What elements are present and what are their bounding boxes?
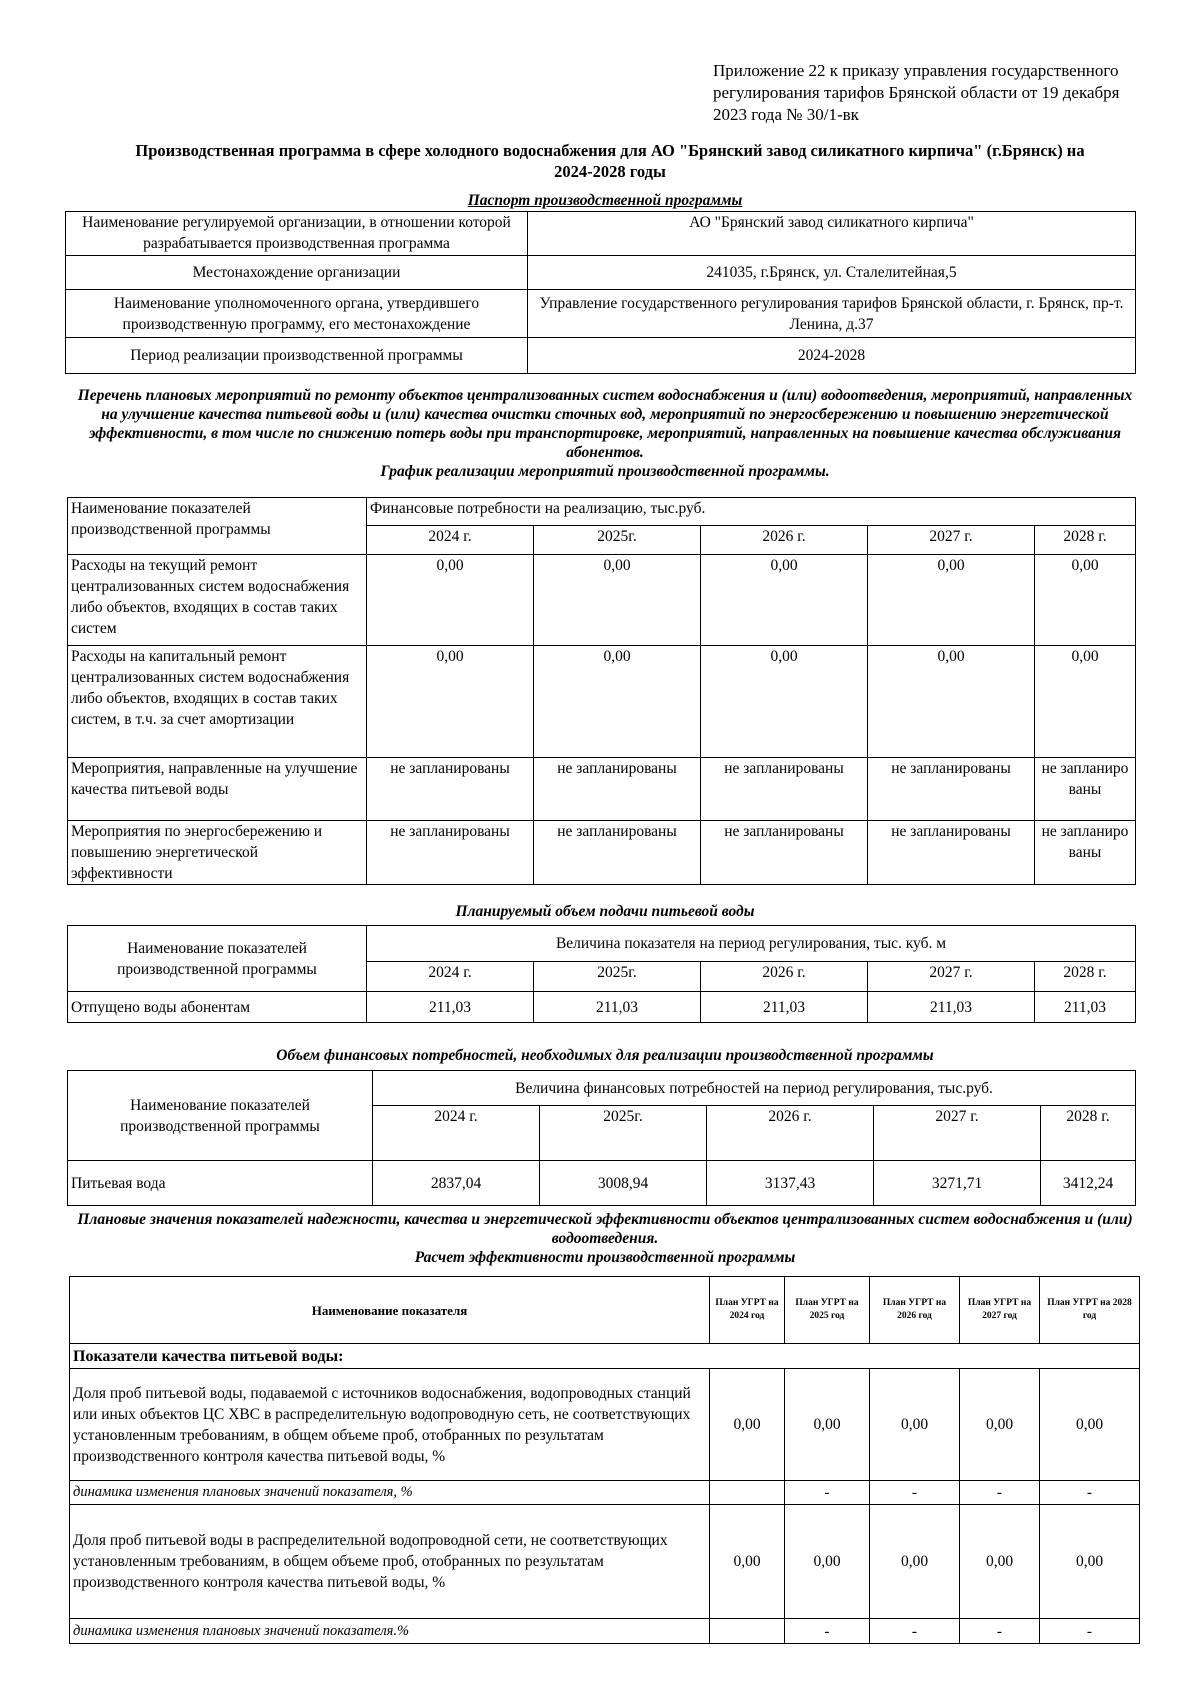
row-name: Расходы на текущий ремонт централизованных систем водоснабжения либо объектов, входящих в состав таких систем <box>68 555 367 646</box>
year-header: 2024 г. <box>367 526 534 555</box>
passport-row <box>66 290 1136 338</box>
plan-year-header: План УГРТ на 2028 год <box>1040 1277 1140 1344</box>
document-title <box>80 140 1140 182</box>
cell-value: 0,00 <box>868 646 1035 758</box>
year-header: 2027 г. <box>874 1106 1041 1161</box>
cell-value: 0,00 <box>701 555 868 646</box>
indicators-group-row <box>70 1344 1140 1369</box>
cell-value: не запланированы <box>534 821 701 885</box>
passport-row <box>66 256 1136 290</box>
table-row <box>68 758 1136 821</box>
measures-col-group: Финансовые потребности на реализацию, тыс.руб. <box>367 498 1136 526</box>
document-title-line: Производственная программа в сфере холодного водоснабжения для АО "Брянский завод силикатного кирпича" (г.Брянск) на <box>135 141 1085 160</box>
passport-row <box>66 338 1136 374</box>
year-header: 2025г. <box>540 1106 707 1161</box>
cell-value: не запланированы <box>701 758 868 821</box>
table-row <box>68 555 1136 646</box>
table-row <box>70 1481 1140 1505</box>
plan-year-header: План УГРТ на 2024 год <box>710 1277 785 1344</box>
finance-table <box>67 1070 1136 1206</box>
passport-label: Местонахождение организации <box>66 256 528 290</box>
cell-value: 3412,24 <box>1041 1161 1136 1206</box>
year-header: 2024 г. <box>373 1106 540 1161</box>
volume-col-group: Величина показателя на период регулирования, тыс. куб. м <box>367 926 1136 962</box>
cell-value: 0,00 <box>870 1369 960 1481</box>
appendix-line: 2023 года № 30/1-вк <box>713 105 859 124</box>
cell-value: - <box>785 1619 870 1644</box>
row-name: Мероприятия, направленные на улучшение качества питьевой воды <box>68 758 367 821</box>
row-name: Доля проб питьевой воды, подаваемой с источников водоснабжения, водопроводных станций или иных объектов ЦС ХВС в распределительную водопроводную сеть, не соответствующих установленным требованиям, в общем объеме проб, отобранных по результатам производственного контроля качества питьевой воды, % <box>70 1369 710 1481</box>
appendix-note <box>713 60 1153 126</box>
document-title-line: 2024-2028 годы <box>554 162 666 181</box>
year-header: 2028 г. <box>1035 962 1136 992</box>
cell-value: 0,00 <box>785 1505 870 1619</box>
passport-heading-text: Паспорт производственной программы <box>467 192 743 209</box>
passport-label: Период реализации производственной программы <box>66 338 528 374</box>
cell-value: 3271,71 <box>874 1161 1041 1206</box>
row-name: Доля проб питьевой воды в распределительной водопроводной сети, не соответствующих установленным требованиям, в общем объеме проб, отобранных по результатам производственного контроля качества питьевой воды, % <box>70 1505 710 1619</box>
cell-value: 3137,43 <box>707 1161 874 1206</box>
finance-heading-text: Объем финансовых потребностей, необходимых для реализации производственной программы <box>276 1047 934 1064</box>
cell-value: 2837,04 <box>373 1161 540 1206</box>
volume-heading-text: Планируемый объем подачи питьевой воды <box>455 903 755 920</box>
cell-value: не запланированы <box>534 758 701 821</box>
cell-value: 0,00 <box>1040 1369 1140 1481</box>
cell-value: - <box>960 1481 1040 1505</box>
volume-header-row <box>68 926 1136 962</box>
passport-heading <box>70 191 1140 210</box>
appendix-line: регулирования тарифов Брянской области от 19 декабря <box>713 83 1120 102</box>
cell-value: 0,00 <box>534 646 701 758</box>
volume-heading <box>70 902 1140 921</box>
cell-value: не запланированы <box>367 758 534 821</box>
indicators-header-row <box>70 1277 1140 1344</box>
row-name: Мероприятия по энергосбережению и повышению энергетической эффективности <box>68 821 367 885</box>
year-header: 2026 г. <box>701 962 868 992</box>
cell-value: не запланированы <box>1035 758 1136 821</box>
cell-value: 211,03 <box>701 992 868 1023</box>
cell-value: 0,00 <box>534 555 701 646</box>
volume-table <box>67 925 1136 1023</box>
row-name: Отпущено воды абонентам <box>68 992 367 1023</box>
cell-value: 0,00 <box>1035 555 1136 646</box>
measures-heading-text: Перечень плановых мероприятий по ремонту объектов централизованных систем водоснабжения и (или) водоотведения, мероприятий, направленных на улучшение качества питьевой воды и (или) качества очистки сточных вод, мероприятий по энергосбережению и повышению энергетической эффективности, в том числе по снижению потерь воды при транспортировке, мероприятий, направленных на повышение качества обслуживания абонентов. <box>77 387 1133 461</box>
cell-value: 211,03 <box>534 992 701 1023</box>
cell-value: 0,00 <box>367 555 534 646</box>
measures-table <box>67 497 1136 885</box>
table-row <box>70 1369 1140 1481</box>
plan-year-header: План УГРТ на 2027 год <box>960 1277 1040 1344</box>
cell-value: 0,00 <box>870 1505 960 1619</box>
indicators-table <box>69 1276 1140 1644</box>
table-row <box>70 1505 1140 1619</box>
table-row <box>68 646 1136 758</box>
cell-value: 0,00 <box>960 1369 1040 1481</box>
cell-value: 0,00 <box>868 555 1035 646</box>
finance-col-name: Наименование показателей производственной программы <box>68 1071 373 1161</box>
year-header: 2028 г. <box>1035 526 1136 555</box>
year-header: 2028 г. <box>1041 1106 1136 1161</box>
cell-value: не запланированы <box>1035 821 1136 885</box>
cell-value: не запланированы <box>868 758 1035 821</box>
cell-value: 211,03 <box>367 992 534 1023</box>
passport-value: 2024-2028 <box>528 338 1136 374</box>
row-name: динамика изменения плановых значений показателя.% <box>70 1619 710 1644</box>
cell-value: - <box>1040 1481 1140 1505</box>
table-row <box>68 1161 1136 1206</box>
cell-value: - <box>1040 1619 1140 1644</box>
passport-row <box>66 212 1136 256</box>
passport-value: Управление государственного регулирования тарифов Брянской области, г. Брянск, пр-т. Ленина, д.37 <box>528 290 1136 338</box>
cell-value: не запланированы <box>868 821 1035 885</box>
cell-value: 0,00 <box>1040 1505 1140 1619</box>
finance-heading <box>70 1046 1140 1065</box>
measures-header-row <box>68 498 1136 526</box>
measures-col-name: Наименование показателей производственной программы <box>68 498 367 555</box>
cell-value: 211,03 <box>1035 992 1136 1023</box>
passport-label: Наименование регулируемой организации, в отношении которой разрабатывается производственная программа <box>66 212 528 256</box>
measures-heading <box>70 386 1140 481</box>
plan-year-header: План УГРТ на 2026 год <box>870 1277 960 1344</box>
table-row <box>68 992 1136 1023</box>
cell-value: 0,00 <box>785 1369 870 1481</box>
cell-value: - <box>870 1619 960 1644</box>
year-header: 2025г. <box>534 526 701 555</box>
indicators-col-name: Наименование показателя <box>70 1277 710 1344</box>
cell-value: - <box>870 1481 960 1505</box>
finance-col-group: Величина финансовых потребностей на период регулирования, тыс.руб. <box>373 1071 1136 1106</box>
cell-value: 0,00 <box>701 646 868 758</box>
cell-value: - <box>960 1619 1040 1644</box>
year-header: 2024 г. <box>367 962 534 992</box>
passport-label: Наименование уполномоченного органа, утвердившего производственную программу, его местонахождение <box>66 290 528 338</box>
plan-year-header: План УГРТ на 2025 год <box>785 1277 870 1344</box>
cell-value: - <box>785 1481 870 1505</box>
passport-value: 241035, г.Брянск, ул. Сталелитейная,5 <box>528 256 1136 290</box>
year-header: 2027 г. <box>868 526 1035 555</box>
cell-value: 211,03 <box>868 992 1035 1023</box>
cell-value <box>710 1481 785 1505</box>
finance-header-row <box>68 1071 1136 1106</box>
row-name: динамика изменения плановых значений показателя, % <box>70 1481 710 1505</box>
cell-value: 0,00 <box>710 1369 785 1481</box>
year-header: 2027 г. <box>868 962 1035 992</box>
volume-col-name: Наименование показателей производственной программы <box>68 926 367 992</box>
cell-value: 0,00 <box>367 646 534 758</box>
year-header: 2025г. <box>534 962 701 992</box>
year-header: 2026 г. <box>701 526 868 555</box>
table-row <box>68 821 1136 885</box>
cell-value: не запланированы <box>701 821 868 885</box>
row-name: Питьевая вода <box>68 1161 373 1206</box>
passport-table <box>65 211 1136 374</box>
passport-value: АО "Брянский завод силикатного кирпича" <box>528 212 1136 256</box>
indicators-group-label: Показатели качества питьевой воды: <box>70 1344 1140 1369</box>
measures-subheading: График реализации мероприятий производственной программы. <box>380 463 830 480</box>
row-name: Расходы на капитальный ремонт централизованных систем водоснабжения либо объектов, входящих в состав таких систем, в т.ч. за счет амортизации <box>68 646 367 758</box>
cell-value: 0,00 <box>960 1505 1040 1619</box>
cell-value: 0,00 <box>1035 646 1136 758</box>
cell-value: 3008,94 <box>540 1161 707 1206</box>
indicators-heading-text: Плановые значения показателей надежности, качества и энергетической эффективности объектов централизованных систем водоснабжения и (или) водоотведения. <box>77 1211 1133 1247</box>
year-header: 2026 г. <box>707 1106 874 1161</box>
cell-value: 0,00 <box>710 1505 785 1619</box>
cell-value <box>710 1619 785 1644</box>
indicators-heading <box>70 1210 1140 1267</box>
indicators-subheading: Расчет эффективности производственной программы <box>414 1249 796 1266</box>
cell-value: не запланированы <box>367 821 534 885</box>
table-row <box>70 1619 1140 1644</box>
appendix-line: Приложение 22 к приказу управления государственного <box>713 61 1119 80</box>
